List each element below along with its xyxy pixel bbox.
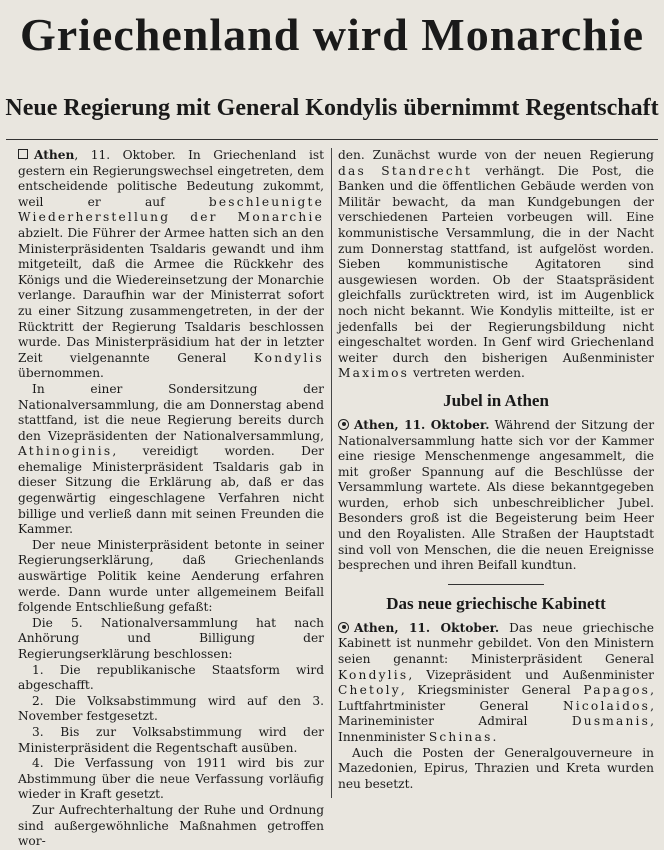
s1-dateline: Athen, 11. Oktober.: [354, 417, 490, 432]
p2-text: In einer Sondersitzung der Nationalversammlung, die am Donnerstag abend stattfand, ist die neue Regierung bereits durch den Vizepräsidenten der Nationalversammlung,: [18, 381, 324, 443]
right-column: [338, 148, 654, 792]
list-item-4: 4. Die Verfassung von 1911 wird bis zur Abstimmung über die neue Verfassung vorläufig wieder in Kraft gesetzt.: [18, 756, 324, 802]
minister-name: Chetoly: [338, 683, 401, 698]
s2-text-2: , Vizepräsident und Außenminister: [408, 667, 654, 682]
s2-text-5: , Marineminister Admiral: [338, 698, 654, 729]
section-title-jubel: Jubel in Athen: [443, 390, 549, 410]
list-item-3: 3. Bis zur Volksabstimmung wird der Ministerpräsident die Regentschaft ausüben.: [18, 724, 324, 755]
section-divider: [448, 584, 544, 585]
minister-name: Papagos: [583, 683, 651, 698]
header-rule: [6, 139, 658, 140]
column-separator: [331, 148, 332, 798]
section-2-paragraph-2: Auch die Posten der Generalgouverneure in Mazedonien, Epirus, Thrazien und Kreta wurden neu besetzt.: [338, 745, 654, 791]
cont-text: den. Zunächst wurde von der neuen Regierung: [338, 148, 654, 162]
square-marker-icon: [18, 149, 28, 159]
cont-emphasis: das Standrecht: [338, 163, 473, 178]
cont-name: Maximos: [338, 366, 410, 381]
emphasis-text: beschleunigte Wiederherstellung der Monarchie: [18, 194, 325, 225]
s2-text-3: , Kriegsminister General: [400, 683, 571, 698]
list-item-1: 1. Die republikanische Staatsform wird abgeschafft.: [18, 662, 324, 693]
circle-marker-icon: [338, 419, 349, 430]
p2-name: Athinoginis: [18, 444, 113, 459]
paragraph-4: Die 5. Nationalversammlung hat nach Anhörung und Billigung der Regierungserklärung beschlossen:: [18, 615, 324, 661]
list-item-2: 2. Die Volksabstimmung wird auf den 3. November festgesetzt.: [18, 693, 324, 724]
cont-text-2: verhängt. Die Post, die Banken und die öffentlichen Gebäude werden von Militär bewacht, da man Kundgebungen der verschiedenen Parteien vorbeugen will. Eine kommunistische Versammlung, die in der Nacht zum Donnerstag stattfand, ist aufgelöst worden. Sieben kommunistische Agitatoren sind ausgewiesen worden. Ob der Staatspräsident gleichfalls zurücktreten wird, ist im Augenblick noch nicht bekannt. Wie Kondylis mitteilte, ist er jedenfalls bei der Regierungsbildung nicht eingeschaltet worden. In Genf wird Griechenland weiter durch den bisherigen Außenminister: [338, 163, 655, 365]
lead-text-3: übernommen.: [18, 366, 104, 381]
paragraph-2: [18, 382, 324, 538]
paragraph-3: Der neue Ministerpräsident betonte in seiner Regierungserklärung, daß Griechenlands auswärtige Politik keine Aenderung erfahren werde. Dann wurde unter allgemeinem Beifall folgende Entschließung gefaßt:: [18, 537, 324, 615]
headline: Griechenland wird Monarchie: [19, 9, 645, 60]
section-1-paragraph: [338, 418, 654, 574]
s2-text-6: , Innenminister: [338, 714, 654, 744]
p2-text-2: , vereidigt worden. Der ehemalige Ministerpräsident Tsaldaris gab in dieser Sitzung die Erklärung ab, daß er das gegenwärtig eingeschlagene Verfahren nicht billige und verließ dann mit seinen Freunden die Kammer.: [18, 444, 324, 537]
minister-name: Dusmanis: [571, 714, 651, 729]
paragraph-5: Zur Aufrechterhaltung der Ruhe und Ordnung sind außergewöhnliche Maßnahmen getroffen wor-: [18, 802, 324, 849]
emphasis-name: Kondylis: [253, 350, 325, 365]
left-column: [18, 148, 324, 850]
minister-name: Nicolaidos: [562, 698, 651, 713]
dateline-place: Athen: [34, 148, 75, 162]
dateline-date: 11. Oktober.: [90, 148, 176, 162]
minister-name: Schinas: [428, 730, 493, 744]
s2-text-7: .: [492, 730, 497, 744]
circle-marker-icon: [338, 622, 349, 633]
lead-text-2: abzielt. Die Führer der Armee hatten sich an den Ministerpräsidenten Tsaldaris gewandt und ihm mitgeteilt, daß die Armee die Rückkehr des Königs und die Wiedereinsetzung der Monarchie verlange. Daraufhin war der Ministerrat sofort zu einer Sitzung zusammengetreten, in der der Rücktritt der Regierung Tsaldaris beschlossen wurde. Das Ministerpräsidium hat der in letzter Zeit vielgenannte General: [18, 225, 324, 365]
section-title-kabinett: Das neue griechische Kabinett: [386, 593, 606, 613]
s2-text-4: , Luftfahrtminister General: [338, 683, 654, 713]
subheadline: Neue Regierung mit General Kondylis übernimmt Regentschaft: [5, 95, 659, 121]
s1-text: Während der Sitzung der Nationalversammlung hatte sich vor der Kammer eine riesige Menschenmenge angesammelt, die mit großer Spannung auf die Beschlüsse der Versammlung wartete. Als diese bekanntgegeben wurden, erhob sich unbeschreiblicher Jubel. Besonders groß ist die Begeisterung beim Heer und den Royalisten. Alle Straßen der Hauptstadt sind voll von Menschen, die die neuen Ereignisse besprechen und ihren Beifall kundtun.: [338, 417, 655, 573]
lead-text: In Griechenland ist gestern ein Regierungswechsel eingetreten, dem entscheidende politische Bedeutung zukommt, weil er auf: [18, 148, 325, 209]
cont-text-3: vertreten werden.: [412, 366, 525, 381]
continued-paragraph: [338, 148, 654, 382]
s2-dateline: Athen, 11. Oktober.: [354, 620, 500, 635]
minister-name: Kondylis: [338, 667, 409, 682]
lead-paragraph: Athen, 11. Oktober. In Griechenland ist gestern ein Regierungswechsel eingetreten, dem entscheidende politische Bedeutung zukommt, weil er auf beschleunigte Wiederherstellung der Monarchie abzielt. Die Führer der Armee hatten sich an den Ministerpräsidenten Tsaldaris gewandt und ihm mitgeteilt, daß die Armee die Rückkehr des Königs und die Wiedereinsetzung der Monarchie verlange. Daraufhin war der Ministerrat sofort zu einer Sitzung zusammengetreten, in der der Rücktritt der Regierung Tsaldaris beschlossen wurde. Das Ministerpräsidium hat der in letzter Zeit vielgenannte General Kondylis übernommen.: [18, 148, 325, 381]
section-2-paragraph: [338, 621, 654, 746]
s2-text-1: Das neue griechische Kabinett ist nunmehr gebildet. Von den Ministern seien genannt: Ministerpräsident General: [338, 620, 655, 667]
